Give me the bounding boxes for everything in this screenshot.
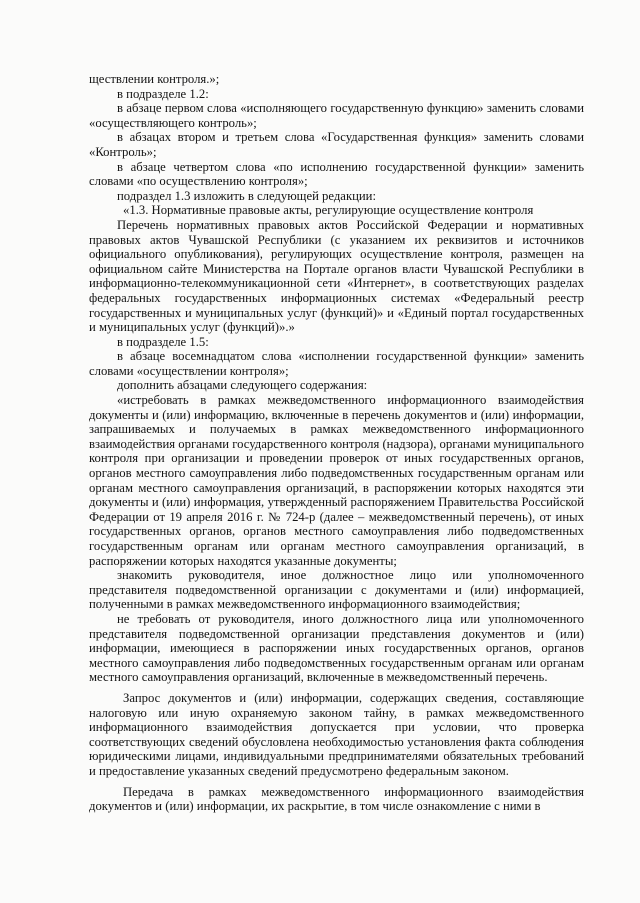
paragraph-16: Передача в рамках межведомственного информационного взаимодействия документов и (или) информации, их раскрытие, в том числе ознакомление с ними в — [89, 784, 584, 814]
paragraph-5: в абзаце четвертом слова «по исполнению государственной функции» заменить словами «по осуществлению контроля»; — [89, 159, 584, 189]
paragraph-11: дополнить абзацами следующего содержания: — [117, 378, 368, 393]
paragraph-6: подраздел 1.3 изложить в следующей редакции: — [117, 188, 377, 203]
paragraph-3: в абзаце первом слова «исполняющего государственную функцию» заменить словами «осуществляющего контроль»; — [89, 101, 584, 130]
paragraph-2: в подразделе 1.2: — [117, 86, 209, 101]
paragraph-7: «1.3. Нормативные правовые акты, регулирующие осуществление контроля — [123, 203, 534, 218]
paragraph-12: «истребовать в рамках межведомственного информационного взаимодействия документы и (или) информацию, включенные в перечень документов и (или) информации, запрашиваемых и получаемых в рамках межведомственного информационного взаимодействия органами государственного контроля (надзора), органами муниципального контроля при организации и проведении проверок от иных государственных органов, органов местного самоуправления либо подведомственных государственным органам или органам местного самоуправления организаций, в распоряжении которых находятся эти документы и (или) информация, утвержденный распоряжением Правительства Российской Федерации от 19 апреля 2016 г. № 724-р (далее – межведомственный перечень), от иных государственных органов, органов местного самоуправления либо подведомственных государственным органам или органам местного самоуправления организаций, в распоряжении которых находятся указанные документы; — [89, 393, 585, 568]
paragraph-13: знакомить руководителя, иное должностное лицо или уполномоченного представителя подведомственной организации с документами и (или) информацией, полученными в рамках межведомственного информационного взаимодействия; — [89, 568, 584, 612]
document-body — [89, 72, 584, 814]
paragraph-8: Перечень нормативных правовых актов Российской Федерации и нормативных правовых актов Чувашской Республики (с указанием их реквизитов и источников официального опубликования), регулирующих осуществление контроля, размещен на официальном сайте Министерства на Портале органов власти Чувашской Республики в информационно-телекоммуникационной сети «Интернет», в соответствующих разделах федеральных государственных информационных системах «Федеральный реестр государственных и муниципальных услуг (функций)» и «Единый портал государственных и муниципальных услуг (функций)».» — [89, 217, 584, 335]
paragraph-1: ществлении контроля.»; — [89, 72, 220, 86]
paragraph-10: в абзаце восемнадцатом слова «исполнении государственной функции» заменить словами «осуществлении контроля»; — [89, 349, 584, 378]
paragraph-14: не требовать от руководителя, иного должностного лица или уполномоченного представителя подведомственной организации представления документов и (или) информации, имеющиеся в распоряжении иных государственных органов, органов местного самоуправления либо подведомственных государственным органам или органам местного самоуправления организаций, включенные в межведомственный перечень. — [89, 611, 584, 685]
paragraph-15: Запрос документов и (или) информации, содержащих сведения, составляющие налоговую или иную охраняемую законом тайну, в рамках межведомственного информационного взаимодействия допускается при условии, что проверка соответствующих сведений обусловлена необходимостью установления факта соблюдения юридическими лицами, индивидуальными предпринимателями обязательных требований и предоставление указанных сведений предусмотрено федеральным законом. — [89, 690, 584, 778]
paragraph-9: в подразделе 1.5: — [117, 334, 209, 349]
paragraph-4: в абзацах втором и третьем слова «Государственная функция» заменить словами «Контроль»; — [89, 130, 584, 159]
